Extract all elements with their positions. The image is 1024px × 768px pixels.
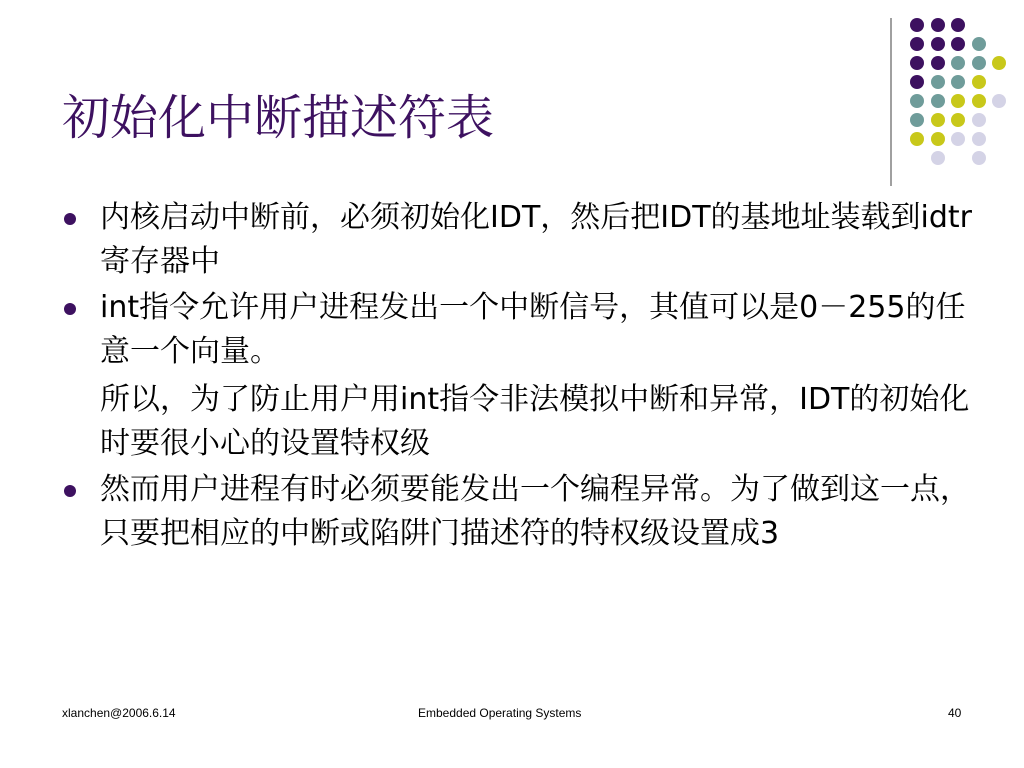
decor-dot <box>931 151 945 165</box>
decor-dot <box>992 56 1006 70</box>
decor-dot <box>951 75 965 89</box>
decor-dot <box>972 56 986 70</box>
decor-dot <box>972 132 986 146</box>
decor-dot <box>910 94 924 108</box>
decor-dot <box>972 113 986 127</box>
paragraph-text: 然而用户进程有时必须要能发出一个编程异常。为了做到这一点，只要把相应的中断或陷阱门描述符的特权级设置成3 <box>100 472 970 551</box>
decor-dot <box>931 94 945 108</box>
decor-dot <box>931 18 945 32</box>
slide-body <box>100 196 980 558</box>
decor-dot <box>951 56 965 70</box>
paragraph-text: 内核启动中断前，必须初始化IDT，然后把IDT的基地址装载到idtr寄存器中 <box>100 200 973 279</box>
footer-author-date: xlanchen@2006.6.14 <box>62 706 176 720</box>
decor-dot <box>951 113 965 127</box>
paragraph-text: int指令允许用户进程发出一个中断信号，其值可以是0－255的任意一个向量。 <box>100 290 966 369</box>
decor-dot <box>910 56 924 70</box>
decor-dot <box>910 113 924 127</box>
decor-dot <box>931 56 945 70</box>
continuation-paragraph <box>100 378 980 466</box>
bullet-dot-icon <box>64 303 76 315</box>
bullet-paragraph <box>100 468 980 556</box>
decor-dot <box>951 37 965 51</box>
decor-dot <box>951 132 965 146</box>
decor-dot <box>972 94 986 108</box>
paragraph-text: 所以，为了防止用户用int指令非法模拟中断和异常，IDT的初始化时要很小心的设置特权级 <box>100 382 970 461</box>
decor-dot <box>931 113 945 127</box>
decor-dot <box>931 132 945 146</box>
decor-dot <box>910 37 924 51</box>
decor-dot <box>910 132 924 146</box>
decor-dot <box>910 75 924 89</box>
decor-dot <box>931 75 945 89</box>
decorative-divider-line <box>890 18 892 186</box>
bullet-paragraph <box>100 286 980 374</box>
decor-dot <box>972 37 986 51</box>
footer-course-title: Embedded Operating Systems <box>418 706 582 720</box>
bullet-dot-icon <box>64 213 76 225</box>
decor-dot <box>931 37 945 51</box>
bullet-dot-icon <box>64 485 76 497</box>
slide-title: 初始化中断描述符表 <box>62 90 495 146</box>
decor-dot <box>972 75 986 89</box>
decor-dot <box>992 94 1006 108</box>
decor-dot <box>972 151 986 165</box>
decor-dot <box>910 18 924 32</box>
bullet-paragraph <box>100 196 980 284</box>
decor-dot <box>951 18 965 32</box>
decor-dot <box>951 94 965 108</box>
footer-page-number: 40 <box>948 706 962 720</box>
